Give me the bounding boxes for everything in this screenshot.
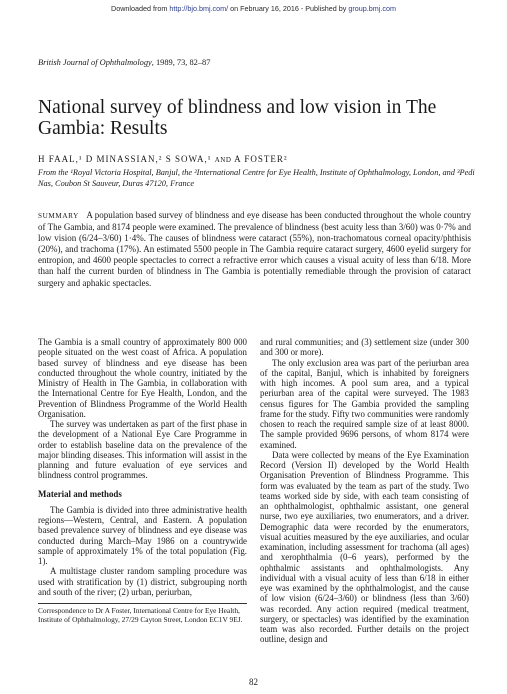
section-heading-methods: Material and methods <box>38 488 122 499</box>
methods-paragraph-2: A multistage cluster random sampling procedure was used with stratification by (1) district, subgrouping north and south of the river; (2) urban, periurban, <box>38 566 247 597</box>
author-list <box>38 154 288 164</box>
methods-paragraph-3: and rural communities; and (3) settlement size (under 300 and 300 or more). <box>260 337 469 358</box>
journal-reference <box>38 58 210 67</box>
authors-last: A FOSTER² <box>231 154 288 164</box>
author-affiliations: From the ¹Royal Victoria Hospital, Banjul, the ²International Centre for Eye Health, Institute of Ophthalmology, London, and ³Pedi Nas, Coubon St Sauveur, Duras 47120, France <box>38 168 475 188</box>
methods-paragraph-1: The Gambia is divided into three administrative health regions—Western, Central, and Eastern. A population based prevalence survey of blindness and eye disease was conducted during March–May 1986 on a countrywide sample of approximately 1% of the total population (Fig. 1). <box>38 504 247 566</box>
download-prefix: Downloaded from <box>111 4 170 13</box>
left-column <box>38 337 247 624</box>
correspondence-note: Correspondence to Dr A Foster, International Centre for Eye Health, Institute of Ophthalmology, 27/29 Cayton Street, London EC1V 9EJ. <box>38 603 247 624</box>
publisher-link[interactable]: group.bmj.com <box>348 4 396 13</box>
journal-citation: , 1989, 73, 82–87 <box>151 58 211 67</box>
methods-paragraph-5: Data were collected by means of the Eye Examination Record (Version II) developed by the World Health Organisation Prevention of Blindness Programme. This form was evaluated by the team as part of the study. Two teams worked side by side, with each team consisting of an ophthalmologist, ophthalmic assistant, one general nurse, two eye auxiliaries, two enumerators, and a driver. Demographic data were recorded by the enumerators, visual acuities measured by the eye auxiliaries, and ocular examination, including assessment for trachoma (all ages) and xerophthalmia (0–6 years), performed by the ophthalmic assistants and ophthalmologists. Any individual with a visual acuity of less than 6/18 in either eye was examined by the ophthalmologist, and the cause of low vision (6/24–3/60) or blindness (less than 3/60) was recorded. Any action required (medical treatment, surgery, or spectacles) was identified by the examination team was also recorded. Further details on the project outline, design and <box>260 449 469 645</box>
download-middle: on February 16, 2016 - Published by <box>228 4 349 13</box>
journal-name: British Journal of Ophthalmology <box>38 58 152 67</box>
right-column <box>260 337 469 645</box>
intro-paragraph-1: The Gambia is a small country of approximately 800 000 people situated on the west coast of Africa. A population based survey of blindness and eye disease has been conducted throughout the whole country, initiated by the Ministry of Health in The Gambia, in collaboration with the International Centre for Eye Health, London, and the Prevention of Blindness Programme of the World Health Organisation. <box>38 337 247 419</box>
summary-label: SUMMARY <box>38 212 79 220</box>
download-notice <box>0 4 507 13</box>
methods-paragraph-4: The only exclusion area was part of the periurban area of the capital, Banjul, which is inhabited by foreigners with high incomes. A pool sum area, and a typical periurban area of the capital were surveyed. The 1983 census figures for The Gambia provided the sampling frame for the study. Fifty two communities were randomly chosen to reach the required sample size of at least 8000. The sample provided 9696 persons, of whom 8174 were examined. <box>260 357 469 450</box>
journal-url-link[interactable]: http://bjo.bmj.com/ <box>169 4 229 13</box>
authors-and: AND <box>214 156 232 164</box>
page-number: 82 <box>249 677 258 687</box>
article-title: National survey of blindness and low vision in The Gambia: Results <box>38 97 437 139</box>
article-summary <box>38 210 471 289</box>
authors-main: H FAAL,¹ D MINASSIAN,² S SOWA,¹ <box>38 154 212 164</box>
intro-paragraph-2: The survey was undertaken as part of the first phase in the development of a National Eye Care Programme in order to establish baseline data on the prevalence of the major blinding diseases. This information will assist in the planning and future evaluation of eye services and blindness control programmes. <box>38 419 247 481</box>
summary-text: A population based survey of blindness and eye disease has been conducted throughout the whole country of The Gambia, and 8174 people were examined. The prevalence of blindness (best acuity less than 3/60) was 0·7% and low vision (6/24–3/60) 1·4%. The causes of blindness were cataract (55%), non-trachomatous corneal opacity/phthisis (20%), and trachoma (17%). An estimated 5500 people in The Gambia require cataract surgery, 4600 eyelid surgery for entropion, and 4600 people spectacles to correct a refractive error which causes a visual acuity of less than 6/18. More than half the current burden of blindness in The Gambia is potentially remediable through the provision of cataract surgery and aphakic spectacles. <box>38 210 472 288</box>
